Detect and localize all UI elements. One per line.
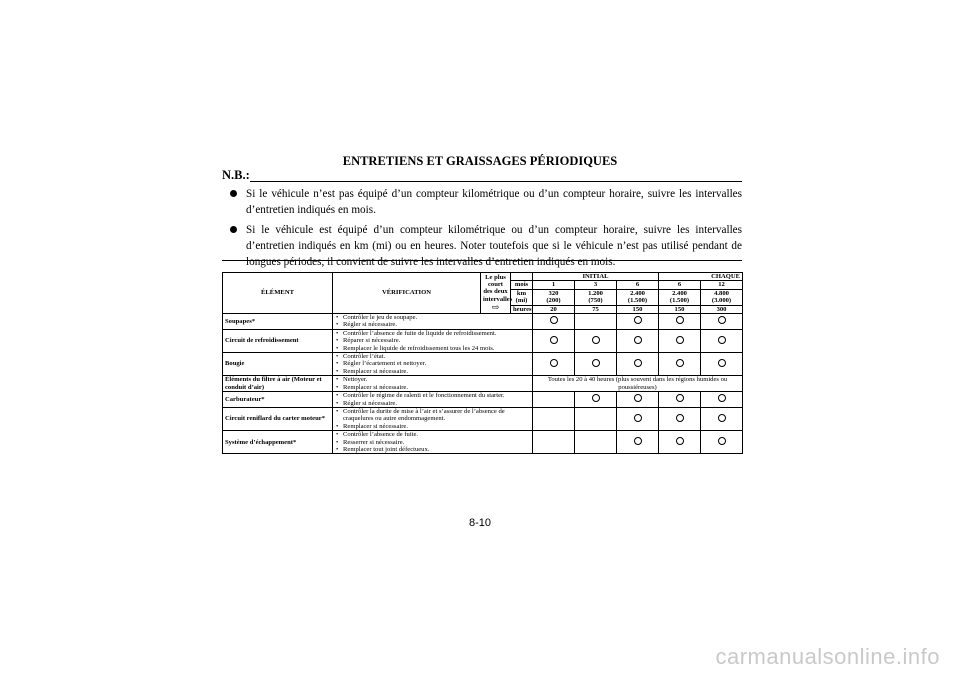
heures-value: 150 xyxy=(659,305,701,313)
label-km: km (mi) xyxy=(511,289,533,305)
check-item: • Contrôler la durite de mise à l’air et s’assurer de l’absence de craquelures ou autre endommagement. xyxy=(335,408,530,423)
interval-cell xyxy=(701,431,743,454)
header-verification: VÉRIFICATION xyxy=(333,273,481,314)
table-row xyxy=(223,431,743,454)
interval-cell xyxy=(659,329,701,352)
watermark: carmanualsonline.info xyxy=(715,644,940,669)
circle-mark-icon xyxy=(550,316,558,324)
table-row xyxy=(223,392,743,408)
interval-cell xyxy=(701,329,743,352)
circle-mark-icon xyxy=(634,316,642,324)
circle-mark-icon xyxy=(676,437,684,445)
table-row xyxy=(223,353,743,376)
circle-mark-icon xyxy=(718,414,726,422)
row-verification xyxy=(333,392,533,408)
interval-cell xyxy=(533,353,575,376)
circle-mark-icon xyxy=(718,336,726,344)
circle-mark-icon xyxy=(718,394,726,402)
km-value: 4.800 (3.000) xyxy=(701,289,743,305)
interval-cell xyxy=(659,353,701,376)
header-initial: INITIAL xyxy=(533,273,659,281)
check-item: • Remplacer le liquide de refroidissement tous les 24 mois. xyxy=(335,345,530,352)
check-item: • Resserrer si nécessaire. xyxy=(335,439,530,446)
interval-cell xyxy=(659,431,701,454)
km-value: 1.200 (750) xyxy=(575,289,617,305)
interval-cell xyxy=(533,392,575,408)
circle-mark-icon xyxy=(592,359,600,367)
interval-cell xyxy=(575,392,617,408)
notes-separator xyxy=(222,260,742,261)
mois-value: 12 xyxy=(701,281,743,289)
row-verification xyxy=(333,314,533,330)
circle-mark-icon xyxy=(592,394,600,402)
table-row xyxy=(223,314,743,330)
row-verification xyxy=(333,431,533,454)
arrow-right-icon: ⇨ xyxy=(491,302,500,313)
note-item: Si le véhicule est équipé d’un compteur kilométrique ou d’un compteur horaire, suivre les intervalles d’entretien indiqués en km (mi) ou en heures. Noter toutefois que si le véhicule n’est pas utilisé pendant de longues périodes, il convient de suivre les intervalles d’entretien indiqués en mois. xyxy=(230,222,742,270)
header-row-period xyxy=(223,273,743,281)
check-item: • Régler si nécessaire. xyxy=(335,321,530,328)
check-item: • Contrôler l’absence de fuite. xyxy=(335,431,530,438)
circle-mark-icon xyxy=(676,316,684,324)
row-verification xyxy=(333,329,533,352)
interval-cell xyxy=(617,353,659,376)
table-row xyxy=(223,329,743,352)
interval-cell xyxy=(701,353,743,376)
row-verification xyxy=(333,407,533,430)
circle-mark-icon xyxy=(676,414,684,422)
circle-mark-icon xyxy=(718,359,726,367)
circle-mark-icon xyxy=(550,359,558,367)
bullet-icon xyxy=(230,226,237,233)
check-item: • Remplacer tout joint défectueux. xyxy=(335,446,530,453)
row-element: Circuit de refroidissement xyxy=(223,329,333,352)
check-item: • Contrôler l’absence de fuite de liquide de refroidissement. xyxy=(335,330,530,337)
circle-mark-icon xyxy=(634,336,642,344)
interval-cell xyxy=(659,407,701,430)
page-number: 8-10 xyxy=(468,517,492,529)
circle-mark-icon xyxy=(634,414,642,422)
heures-value: 75 xyxy=(575,305,617,313)
km-value: 320 (200) xyxy=(533,289,575,305)
circle-mark-icon xyxy=(634,359,642,367)
interval-cell xyxy=(617,392,659,408)
interval-cell xyxy=(617,407,659,430)
interval-cell xyxy=(617,329,659,352)
check-item: • Contrôler l’état. xyxy=(335,353,530,360)
header-element: ÉLÉMENT xyxy=(223,273,333,314)
check-item: • Régler l’écartement et nettoyer. xyxy=(335,360,530,367)
mois-value: 6 xyxy=(617,281,659,289)
check-item: • Nettoyer. xyxy=(335,376,530,383)
circle-mark-icon xyxy=(676,394,684,402)
interval-cell xyxy=(575,431,617,454)
interval-cell xyxy=(701,407,743,430)
row-verification xyxy=(333,353,533,376)
circle-mark-icon xyxy=(676,336,684,344)
interval-cell xyxy=(659,314,701,330)
check-item: • Contrôler le jeu de soupape. xyxy=(335,314,530,321)
interval-cell xyxy=(575,329,617,352)
circle-mark-icon xyxy=(718,437,726,445)
interval-cell xyxy=(533,314,575,330)
circle-mark-icon xyxy=(718,316,726,324)
header-shortest: Le plus court des deux intervalles ⇨ xyxy=(481,273,511,314)
nb-underline xyxy=(250,181,742,182)
check-item: • Remplacer si nécessaire. xyxy=(335,368,530,375)
table-row xyxy=(223,376,743,392)
circle-mark-icon xyxy=(634,394,642,402)
check-item: • Régler si nécessaire. xyxy=(335,400,530,407)
check-item: • Réparer si nécessaire. xyxy=(335,337,530,344)
interval-cell xyxy=(533,407,575,430)
circle-mark-icon xyxy=(634,437,642,445)
note-item: Si le véhicule n’est pas équipé d’un compteur kilométrique ou d’un compteur horaire, suivre les intervalles d’entretien indiqués en mois. xyxy=(230,186,742,218)
row-element: Éléments du filtre à air (Moteur et conduit d’air) xyxy=(223,376,333,392)
row-element: Circuit reniflard du carter moteur* xyxy=(223,407,333,430)
row-verification xyxy=(333,376,533,392)
heures-value: 20 xyxy=(533,305,575,313)
heures-value: 300 xyxy=(701,305,743,313)
interval-note: Toutes les 20 à 40 heures (plus souvent dans les régions humides ou poussiéreuses) xyxy=(533,376,743,392)
circle-mark-icon xyxy=(676,359,684,367)
interval-cell xyxy=(575,353,617,376)
page-title: ENTRETIENS ET GRAISSAGES PÉRIODIQUES xyxy=(342,154,618,168)
mois-value: 1 xyxy=(533,281,575,289)
row-element: Système d’échappement* xyxy=(223,431,333,454)
circle-mark-icon xyxy=(592,336,600,344)
mois-value: 3 xyxy=(575,281,617,289)
circle-mark-icon xyxy=(550,336,558,344)
interval-cell xyxy=(701,392,743,408)
row-element: Carburateur* xyxy=(223,392,333,408)
row-element: Soupapes* xyxy=(223,314,333,330)
nb-label: N.B.: xyxy=(222,168,250,182)
label-mois: mois xyxy=(511,281,533,289)
interval-cell xyxy=(701,314,743,330)
header-spacer xyxy=(511,273,533,281)
check-item: • Remplacer si nécessaire. xyxy=(335,423,530,430)
row-element: Bougie xyxy=(223,353,333,376)
interval-cell xyxy=(659,392,701,408)
km-value: 2.400 (1.500) xyxy=(617,289,659,305)
interval-cell xyxy=(617,314,659,330)
mois-value: 6 xyxy=(659,281,701,289)
check-item: • Remplacer si nécessaire. xyxy=(335,384,530,391)
label-heures: heures xyxy=(511,305,533,313)
km-value: 2.400 (1.500) xyxy=(659,289,701,305)
interval-cell xyxy=(617,431,659,454)
table-row xyxy=(223,407,743,430)
interval-cell xyxy=(533,431,575,454)
interval-cell xyxy=(533,329,575,352)
heures-value: 150 xyxy=(617,305,659,313)
interval-cell xyxy=(575,407,617,430)
interval-cell xyxy=(575,314,617,330)
bullet-icon xyxy=(230,190,237,197)
header-chaque: CHAQUE xyxy=(659,273,743,281)
maintenance-table xyxy=(222,272,743,454)
check-item: • Contrôler le régime de ralenti et le fonctionnement du starter. xyxy=(335,392,530,399)
